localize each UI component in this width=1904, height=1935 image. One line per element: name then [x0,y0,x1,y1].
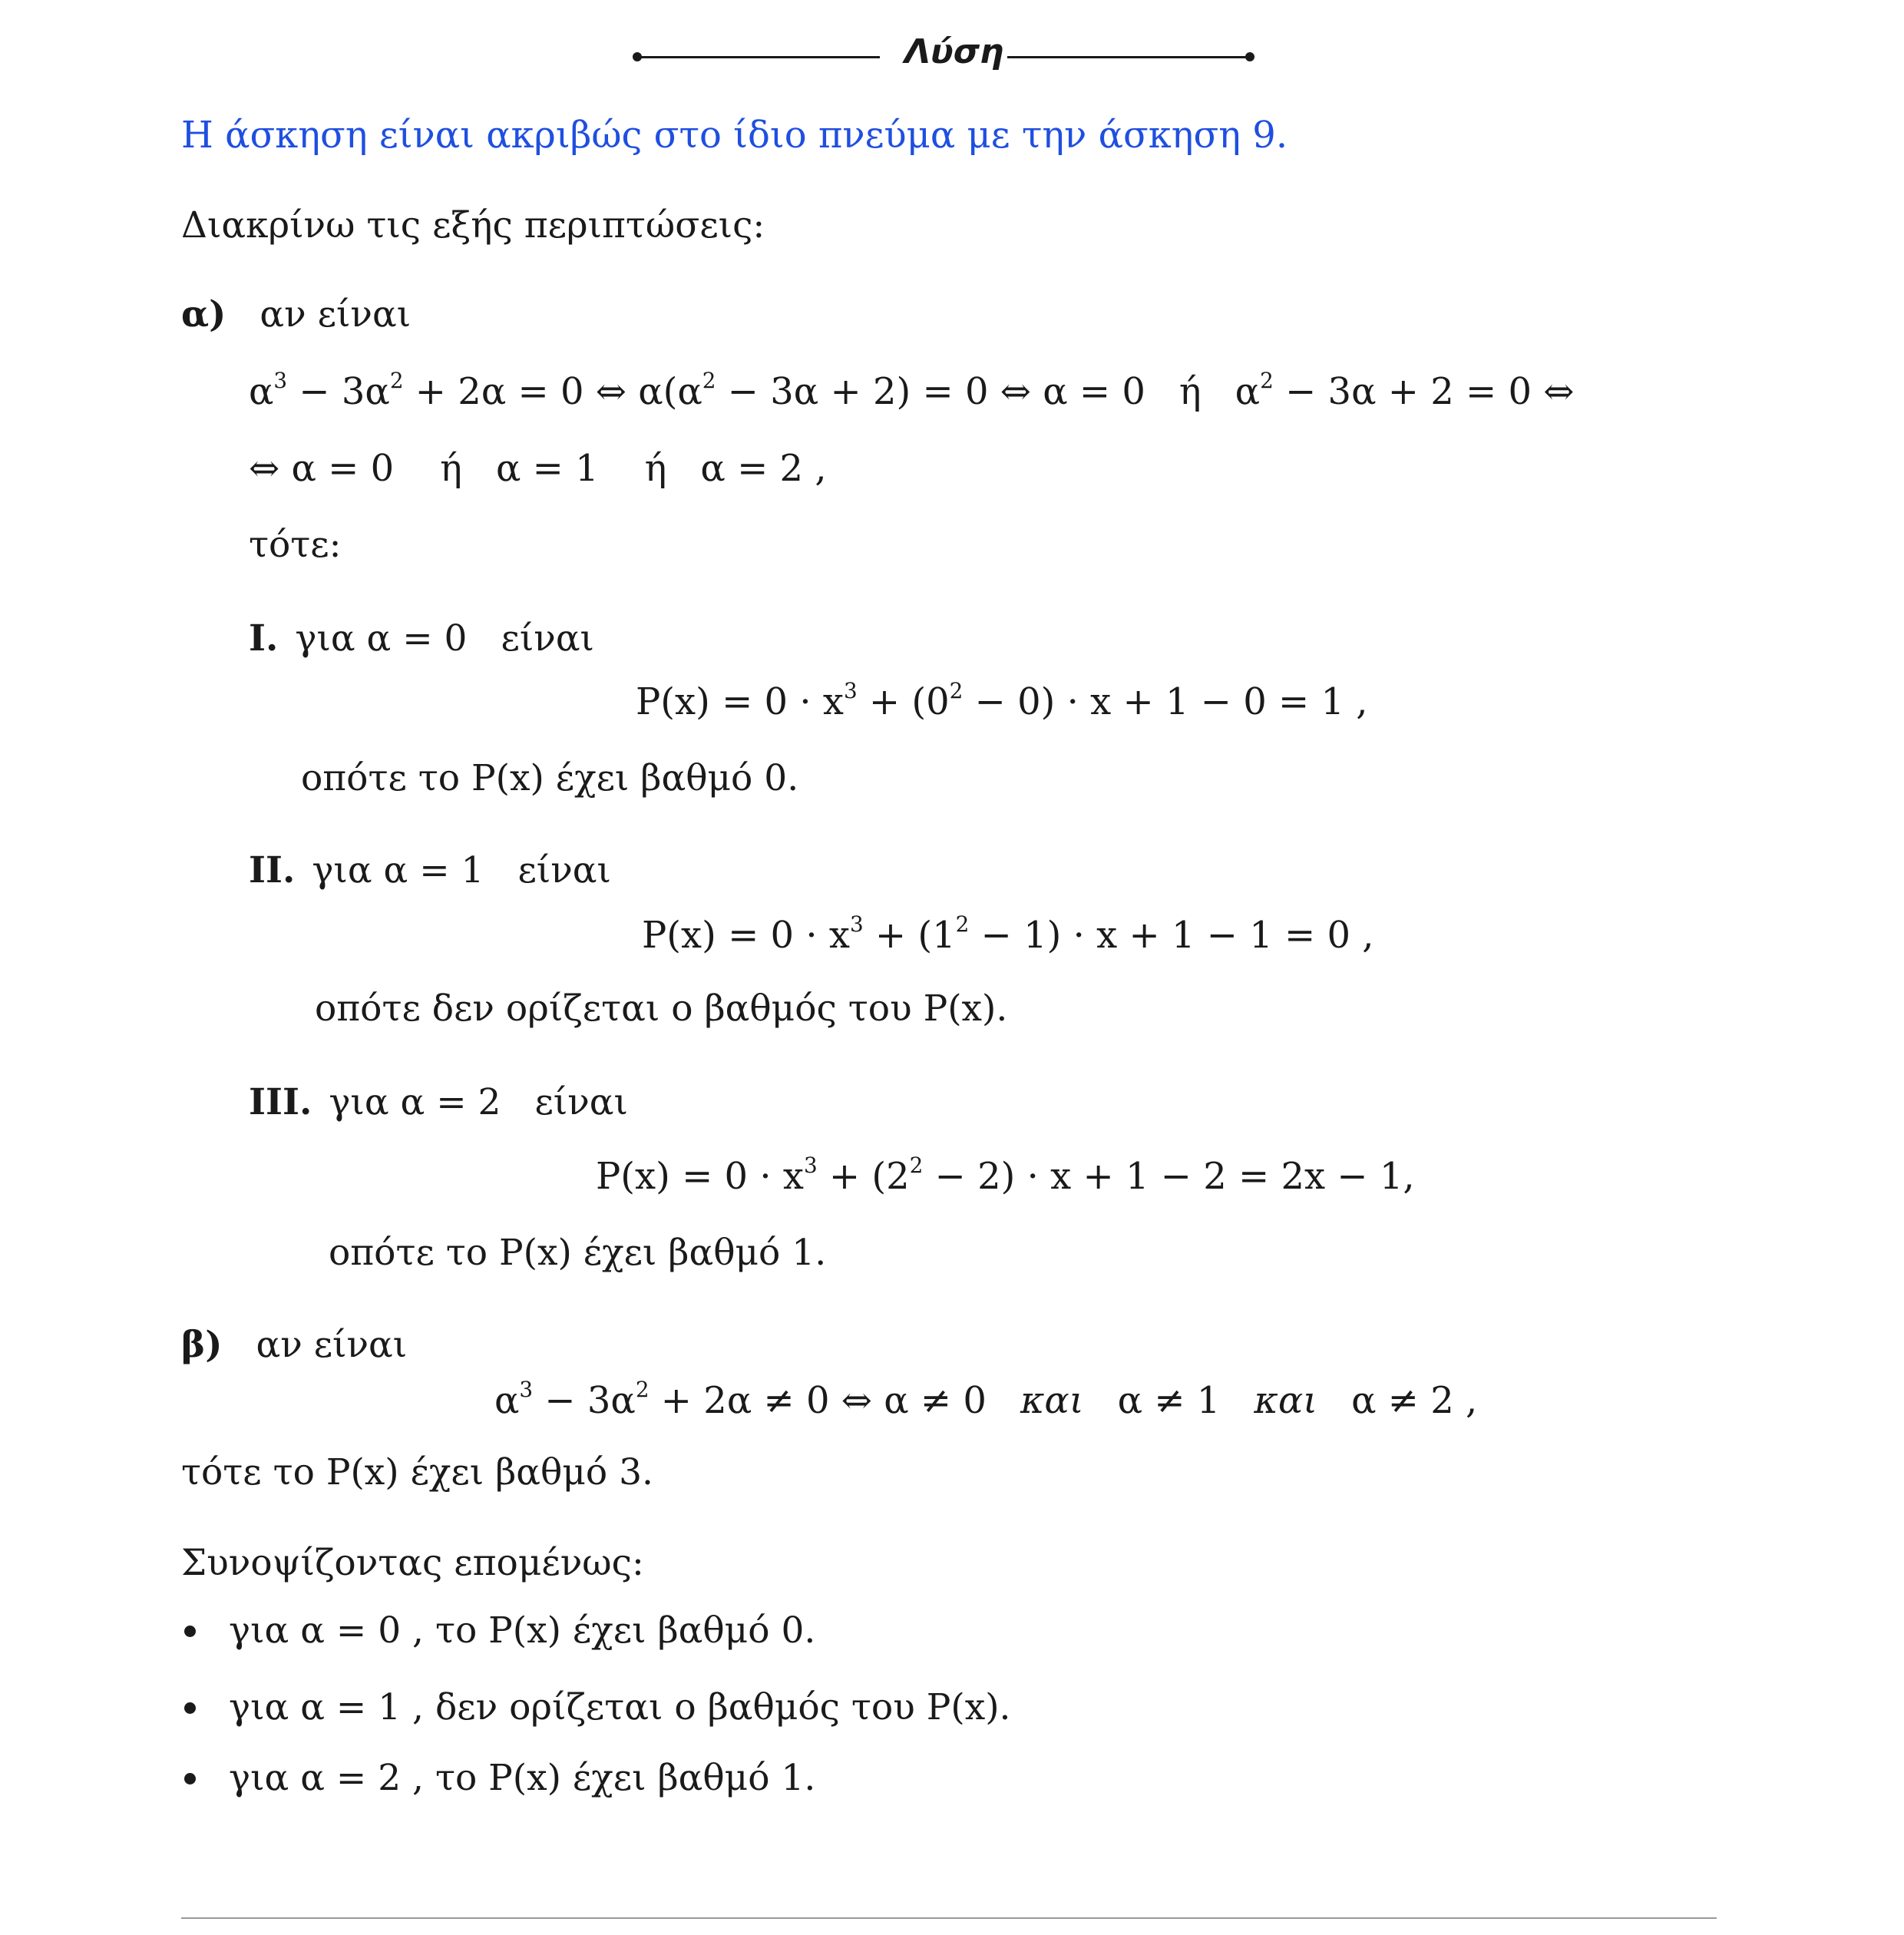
subcase-3-heading [249,1081,628,1123]
part-b-lead: αν είναι [256,1324,408,1366]
part-b-heading [181,1324,408,1366]
summary-bullet-2 [184,1702,196,1714]
subcase-1-label: I. [249,617,279,660]
cases-intro: Διακρίνω τις εξής περιπτώσεις: [181,204,765,246]
header-right-dot [1245,52,1254,61]
footer-rule [181,1917,1717,1919]
part-a-equation-1: $\alpha^3 - 3\alpha^2 + 2\alpha = 0$ ⇔ $\alpha(\alpha^2 - 3\alpha + 2) = 0$ ⇔ α = 0 ή $\alpha^2 - 3\alpha + 2 = 0$ ⇔ [249,367,1575,413]
subcase-2-result: οπότε δεν ορίζεται ο βαθμός του P(x). [315,987,1008,1030]
subcase-1-lead: για α = 0 [295,617,468,660]
subcase-3-lead: για α = 2 [329,1081,501,1123]
subcase-2-equation: $P(x) = 0 \cdot x^3 + (1^2 - 1) \cdot x + 1 - 1 = 0$ , [642,911,1374,957]
intro-text: Η άσκηση είναι ακριβώς στο ίδιο πνεύμα με την άσκηση 9. [181,114,1288,157]
summary-item-1-text: το P(x) έχει βαθμό 0. [435,1609,816,1652]
summary-item-3-cond: για α = 2 , [229,1757,424,1799]
part-b-equation: $\alpha^3 - 3\alpha^2 + 2\alpha \ne 0$ ⇔ α ≠ 0 και α ≠ 1 και α ≠ 2 , [494,1376,1478,1422]
subcase-1-heading [249,617,594,660]
subcase-3-label: III. [249,1081,312,1123]
summary-item-3 [229,1757,816,1799]
summary-bullet-1 [184,1626,196,1637]
header-left-rule [637,56,880,58]
subcase-1-verb: είναι [501,617,594,660]
subcase-2-heading [249,849,611,891]
subcase-3-result: οπότε το P(x) έχει βαθμό 1. [329,1232,827,1274]
section-title: Λύση [904,32,1004,71]
part-a-heading [181,293,412,336]
summary-title: Συνοψίζοντας επομένως: [181,1542,644,1584]
subcase-3-verb: είναι [534,1081,628,1123]
summary-item-1-cond: για α = 0 , [229,1609,424,1652]
summary-item-3-text: το P(x) έχει βαθμό 1. [435,1757,816,1799]
subcase-1-result: οπότε το P(x) έχει βαθμό 0. [301,757,799,799]
summary-item-2-cond: για α = 1 , [229,1686,424,1728]
summary-item-2-text: δεν ορίζεται ο βαθμός του P(x). [435,1686,1011,1728]
part-a-label: α) [181,293,226,336]
part-a-then: τότε: [249,524,342,566]
summary-item-1 [229,1609,816,1652]
subcase-2-lead: για α = 1 [312,849,484,891]
part-a-lead: αν είναι [259,293,412,336]
subcase-2-label: II. [249,849,296,891]
part-a-equation-2: ⇔ α = 0 ή α = 1 ή α = 2 , [249,447,827,490]
summary-bullet-3 [184,1773,196,1784]
and-word-1: και [1020,1379,1084,1422]
summary-item-2 [229,1686,1011,1728]
and-word-2: και [1254,1379,1318,1422]
subcase-1-equation: $P(x) = 0 \cdot x^3 + (0^2 - 0) \cdot x + 1 - 0 = 1$ , [636,677,1368,723]
header-right-rule [1007,56,1250,58]
part-b-label: β) [181,1324,223,1366]
part-b-result: τότε το P(x) έχει βαθμό 3. [181,1451,653,1493]
subcase-2-verb: είναι [517,849,611,891]
subcase-3-equation: $P(x) = 0 \cdot x^3 + (2^2 - 2) \cdot x + 1 - 2 = 2x - 1$, [596,1152,1415,1198]
